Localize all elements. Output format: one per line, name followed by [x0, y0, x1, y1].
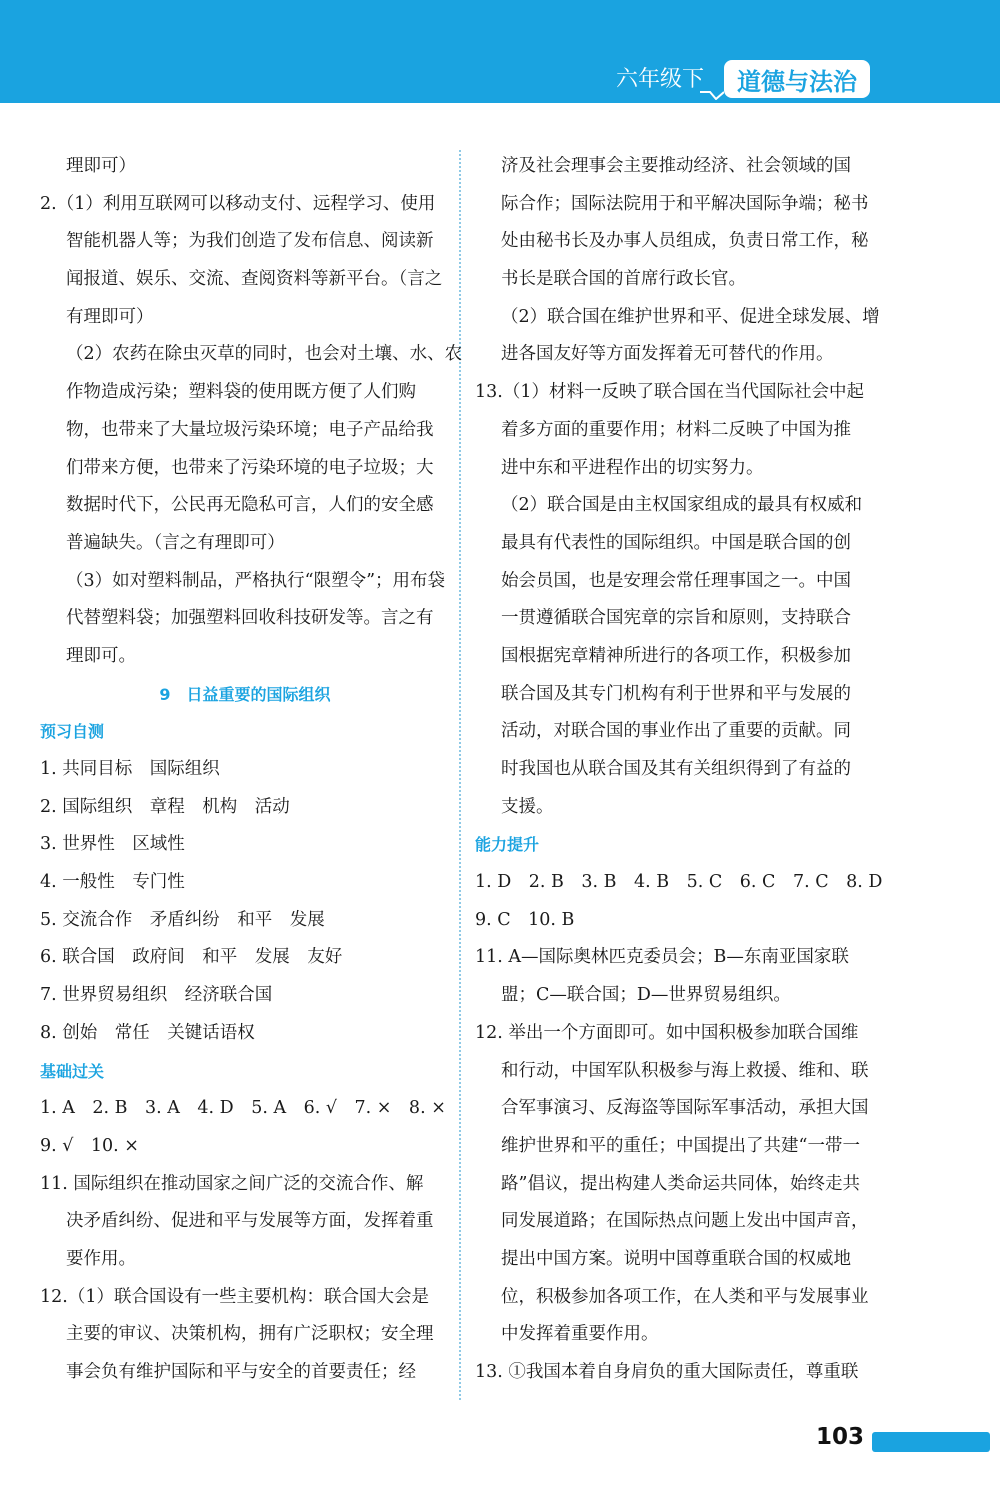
text-line: 4. 一般性 专门性	[40, 872, 185, 893]
text-line: 和行动，中国军队积极参与海上救援、维和、联	[501, 1060, 869, 1081]
text-line: 提出中国方案。说明中国尊重联合国的权威地	[501, 1248, 851, 1269]
section-heading: 基础过关	[40, 1061, 105, 1081]
page-number: 103	[816, 1424, 865, 1450]
text-line: 物，也带来了大量垃圾污染环境；电子产品给我	[66, 419, 434, 440]
text-line: 活动，对联合国的事业作出了重要的贡献。同	[501, 721, 851, 742]
text-line: 智能机器人等；为我们创造了发布信息、阅读新	[66, 231, 434, 252]
text-line: 12. 举出一个方面即可。如中国积极参加联合国维	[475, 1022, 859, 1043]
text-line: 13.（1）材料一反映了联合国在当代国际社会中起	[475, 382, 864, 403]
header-divider-icon	[700, 90, 724, 100]
text-line: （2）联合国在维护世界和平、促进全球发展、增	[501, 306, 880, 327]
text-line: 7. 世界贸易组织 经济联合国	[40, 985, 273, 1006]
text-line: 事会负有维护国际和平与安全的首要责任；经	[66, 1362, 416, 1382]
text-line: 位，积极参加各项工作，在人类和平与发展事业	[501, 1286, 869, 1307]
text-line: 盟；C—联合国；D—世界贸易组织。	[501, 985, 791, 1006]
text-line: 3. 世界性 区域性	[40, 834, 185, 855]
text-line: 8. 创始 常任 关键话语权	[40, 1022, 255, 1043]
text-line: 济及社会理事会主要推动经济、社会领域的国	[501, 156, 851, 176]
text-line: 国根据宪章精神所进行的各项工作，积极参加	[501, 645, 851, 666]
section-heading: 预习自测	[40, 722, 105, 742]
text-line: 进各国友好等方面发挥着无可替代的作用。	[501, 344, 834, 365]
grade-label: 六年级下	[616, 67, 705, 92]
text-line: 维护世界和平的重任；中国提出了共建“一带一	[501, 1135, 860, 1156]
text-line: 同发展道路；在国际热点问题上发出中国声音，	[501, 1211, 869, 1232]
text-line: 进中东和平进程作出的切实努力。	[501, 457, 764, 478]
text-line: （2）联合国是由主权国家组成的最具有权威和	[501, 495, 863, 516]
text-line: 一贯遵循联合国宪章的宗旨和原则，支持联合	[501, 608, 851, 629]
text-line: 作物造成污染；塑料袋的使用既方便了人们购	[66, 382, 416, 403]
text-line: 2. 国际组织 章程 机构 活动	[40, 796, 290, 817]
text-line: 闻报道、娱乐、交流、查阅资料等新平台。（言之	[66, 269, 443, 290]
text-line: 着多方面的重要作用；材料二反映了中国为推	[501, 419, 851, 440]
subject-badge: 道德与法治	[724, 60, 870, 98]
text-line: 数据时代下，公民再无隐私可言，人们的安全感	[66, 495, 434, 516]
text-line: 合军事演习、反海盗等国际军事活动，承担大国	[501, 1098, 869, 1119]
text-line: 联合国及其专门机构有利于世界和平与发展的	[501, 683, 851, 704]
text-line: 1. A 2. B 3. A 4. D 5. A 6. √ 7. × 8. ×	[40, 1098, 446, 1119]
text-line: 9. C 10. B	[475, 909, 575, 930]
text-line: 理即可）	[66, 156, 136, 176]
text-line: 6. 联合国 政府间 和平 发展 友好	[40, 947, 343, 968]
text-line: 普遍缺失。（言之有理即可）	[66, 532, 285, 553]
text-line: 2.（1）利用互联网可以移动支付、远程学习、使用	[40, 193, 436, 214]
text-line: 代替塑料袋；加强塑料回收科技研发等。言之有	[66, 608, 434, 629]
right-column	[475, 148, 890, 1392]
text-line: 书长是联合国的首席行政长官。	[501, 269, 746, 290]
text-line: 理即可。	[66, 645, 136, 666]
text-line: 要作用。	[66, 1248, 136, 1269]
text-line: 13. ①我国本着自身肩负的重大国际责任，尊重联	[475, 1362, 859, 1382]
text-line: 11. 国际组织在推动国家之间广泛的交流合作、解	[40, 1173, 424, 1194]
text-line: 时我国也从联合国及其有关组织得到了有益的	[501, 759, 851, 779]
text-line: 9. √ 10. ×	[40, 1135, 139, 1156]
text-line: 1. D 2. B 3. B 4. B 5. C 6. C 7. C 8. D	[475, 872, 883, 893]
text-line: 最具有代表性的国际组织。中国是联合国的创	[501, 532, 851, 553]
text-line: 有理即可）	[66, 306, 154, 327]
section-heading: 能力提升	[475, 835, 540, 855]
text-line: （3）如对塑料制品，严格执行“限塑令”；用布袋	[66, 570, 446, 591]
text-line: 始会员国，也是安理会常任理事国之一。中国	[501, 570, 851, 591]
text-line: 路”倡议，提出构建人类命运共同体，始终走共	[501, 1173, 860, 1194]
text-line: 1. 共同目标 国际组织	[40, 759, 220, 779]
text-line: 中发挥着重要作用。	[501, 1324, 659, 1345]
text-line: （2）农药在除虫灭草的同时，也会对土壤、水、农	[66, 344, 463, 365]
left-column	[40, 148, 463, 1392]
text-line: 际合作；国际法院用于和平解决国际争端；秘书	[501, 193, 869, 214]
footer-bar	[872, 1432, 990, 1452]
text-line: 们带来方便，也带来了污染环境的电子垃圾；大	[66, 457, 434, 478]
text-line: 5. 交流合作 矛盾纠纷 和平 发展	[40, 909, 325, 930]
text-line: 11. A—国际奥林匹克委员会；B—东南亚国家联	[475, 947, 849, 968]
chapter-title: 9 日益重要的国际组织	[159, 684, 331, 704]
text-line: 决矛盾纠纷、促进和平与发展等方面，发挥着重	[66, 1211, 434, 1232]
text-line: 主要的审议、决策机构，拥有广泛职权；安全理	[66, 1324, 434, 1345]
text-line: 支援。	[501, 796, 554, 817]
text-line: 处由秘书长及办事人员组成，负责日常工作，秘	[501, 231, 869, 252]
text-line: 12.（1）联合国设有一些主要机构：联合国大会是	[40, 1286, 429, 1307]
